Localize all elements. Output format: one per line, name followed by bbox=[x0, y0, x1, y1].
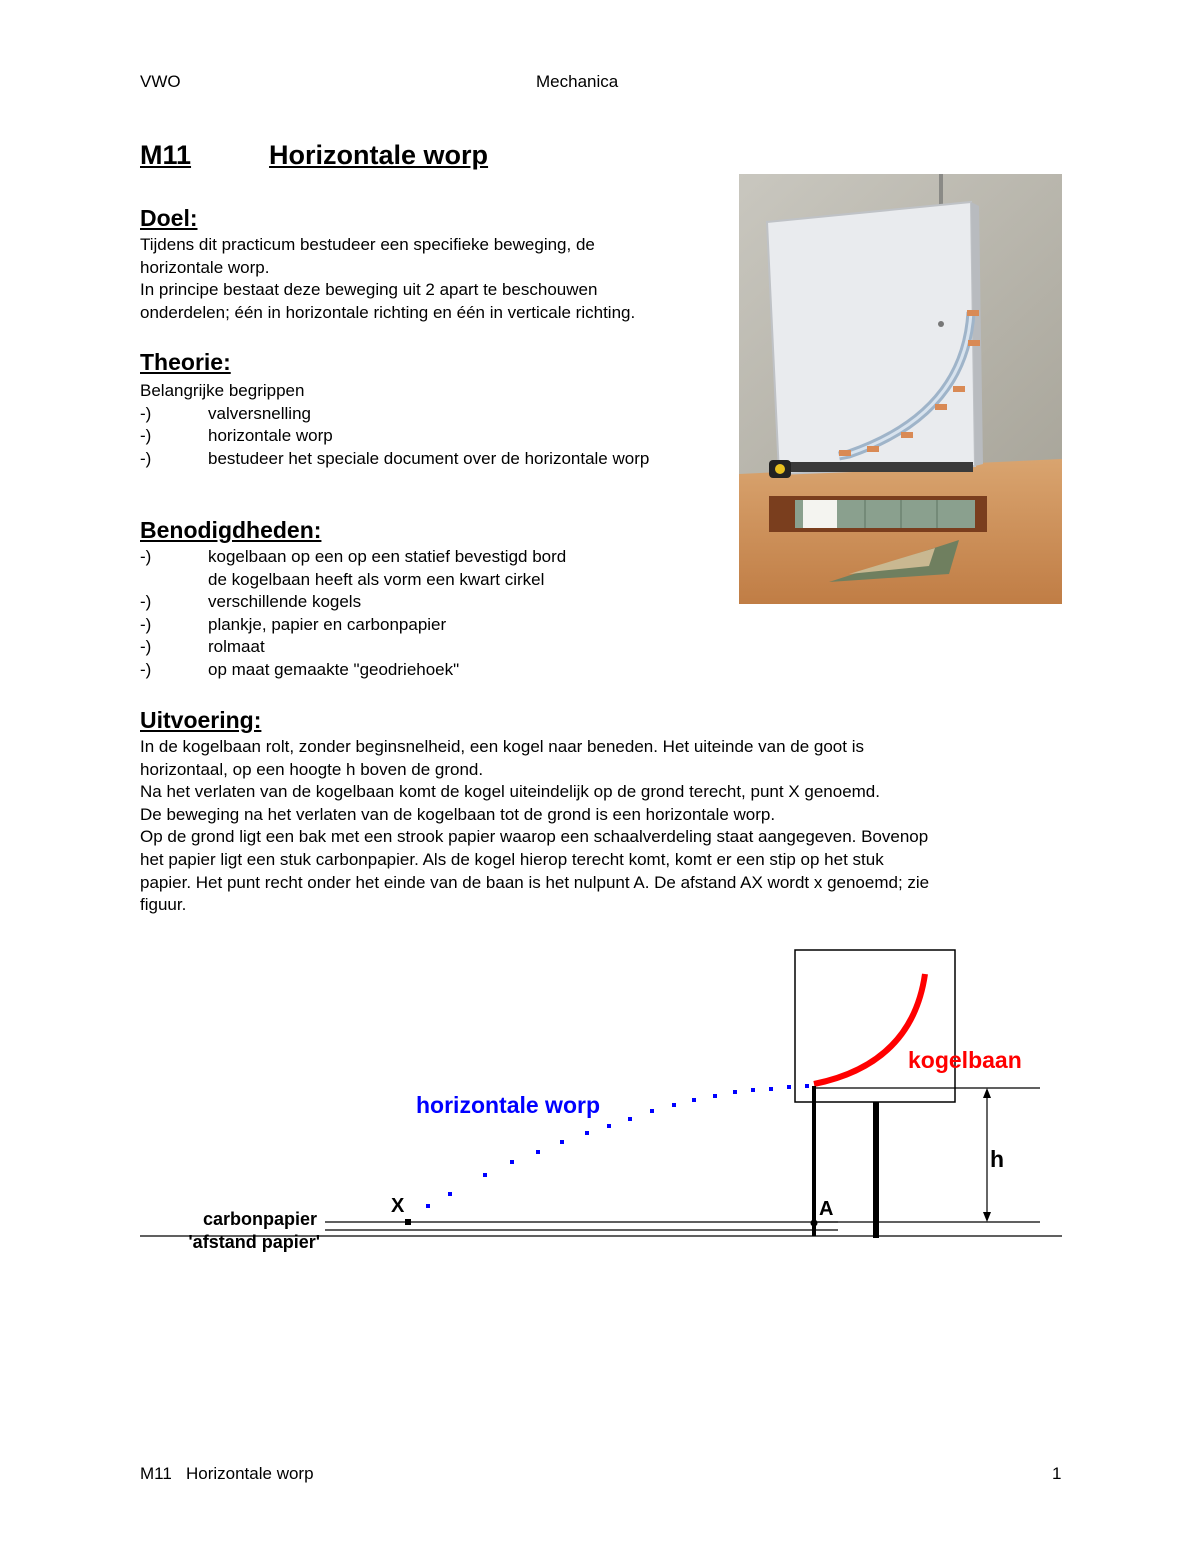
uitvoering-line: horizontaal, op een hoogte h boven de grond. bbox=[140, 759, 484, 779]
uitvoering-line: In de kogelbaan rolt, zonder beginsnelheid, een kogel naar beneden. Het uiteinde van de goot is bbox=[140, 737, 864, 756]
list-item: -) rolmaat bbox=[140, 637, 265, 657]
height-arrow-head-bottom bbox=[983, 1212, 991, 1222]
uitvoering-line: papier. Het punt recht onder het einde van de baan is het nulpunt A. De afstand AX wordt x genoemd; zie bbox=[140, 872, 930, 892]
label-a: A bbox=[819, 1198, 834, 1220]
uitvoering-line: het papier ligt een stuk carbonpapier. Als de kogel hierop terecht komt, komt er een stip op het stuk bbox=[140, 849, 884, 869]
uitvoering-line: De beweging na het verlaten van de kogelbaan tot de grond is een horizontale worp. bbox=[140, 804, 776, 824]
label-afstand-papier: 'afstand papier' bbox=[188, 1232, 320, 1252]
list-item: -) bestudeer het speciale document over de horizontale worp bbox=[140, 448, 650, 468]
doel-line: onderdelen; één in horizontale richting en één in verticale richting. bbox=[140, 302, 636, 322]
list-item: -) horizontale worp bbox=[140, 426, 333, 446]
doel-line: Tijdens dit practicum bestudeer een specifieke beweging, de bbox=[140, 235, 595, 254]
list-item: -) op maat gemaakte "geodriehoek" bbox=[140, 659, 460, 679]
board-outline bbox=[795, 950, 955, 1102]
uitvoering-line: figuur. bbox=[140, 895, 187, 915]
label-h: h bbox=[990, 1146, 1005, 1172]
doel-line: horizontale worp. bbox=[140, 257, 270, 277]
list-item: -) valversnelling bbox=[140, 403, 311, 423]
theorie-intro: Belangrijke begrippen bbox=[140, 381, 305, 400]
header-left: VWO bbox=[140, 72, 181, 91]
page-number: 1 bbox=[1052, 1464, 1062, 1483]
uitvoering-heading: Uitvoering: bbox=[140, 707, 262, 733]
theorie-heading: Theorie: bbox=[140, 349, 231, 375]
uitvoering-line: Na het verlaten van de kogelbaan komt de kogel uiteindelijk op de grond terecht, punt X genoemd. bbox=[140, 782, 880, 802]
doel-heading: Doel: bbox=[140, 205, 198, 231]
height-arrow-head-top bbox=[983, 1088, 991, 1098]
label-x: X bbox=[391, 1195, 405, 1217]
point-a-marker bbox=[811, 1220, 818, 1227]
title-text: Horizontale worp bbox=[269, 140, 489, 170]
list-item: -) plankje, papier en carbonpapier bbox=[140, 614, 447, 634]
label-kogelbaan: kogelbaan bbox=[908, 1047, 1022, 1073]
title-code: M11 bbox=[140, 140, 192, 170]
list-item: de kogelbaan heeft als vorm een kwart cirkel bbox=[208, 569, 545, 589]
footer-left: M11 Horizontale worp bbox=[140, 1464, 314, 1483]
doel-line: In principe bestaat deze beweging uit 2 apart te beschouwen bbox=[140, 280, 598, 300]
benodigdheden-heading: Benodigdheden: bbox=[140, 517, 322, 543]
list-item: -) kogelbaan op een op een statief bevestigd bord bbox=[140, 547, 567, 566]
label-carbonpapier: carbonpapier bbox=[202, 1209, 317, 1229]
list-item: -) verschillende kogels bbox=[140, 592, 362, 612]
point-x-marker bbox=[405, 1219, 411, 1225]
header-center: Mechanica bbox=[536, 72, 619, 91]
uitvoering-line: Op de grond ligt een bak met een strook papier waarop een schaalverdeling staat aangegeven. Bovenop bbox=[140, 827, 929, 847]
label-horizontale-worp: horizontale worp bbox=[416, 1092, 600, 1118]
